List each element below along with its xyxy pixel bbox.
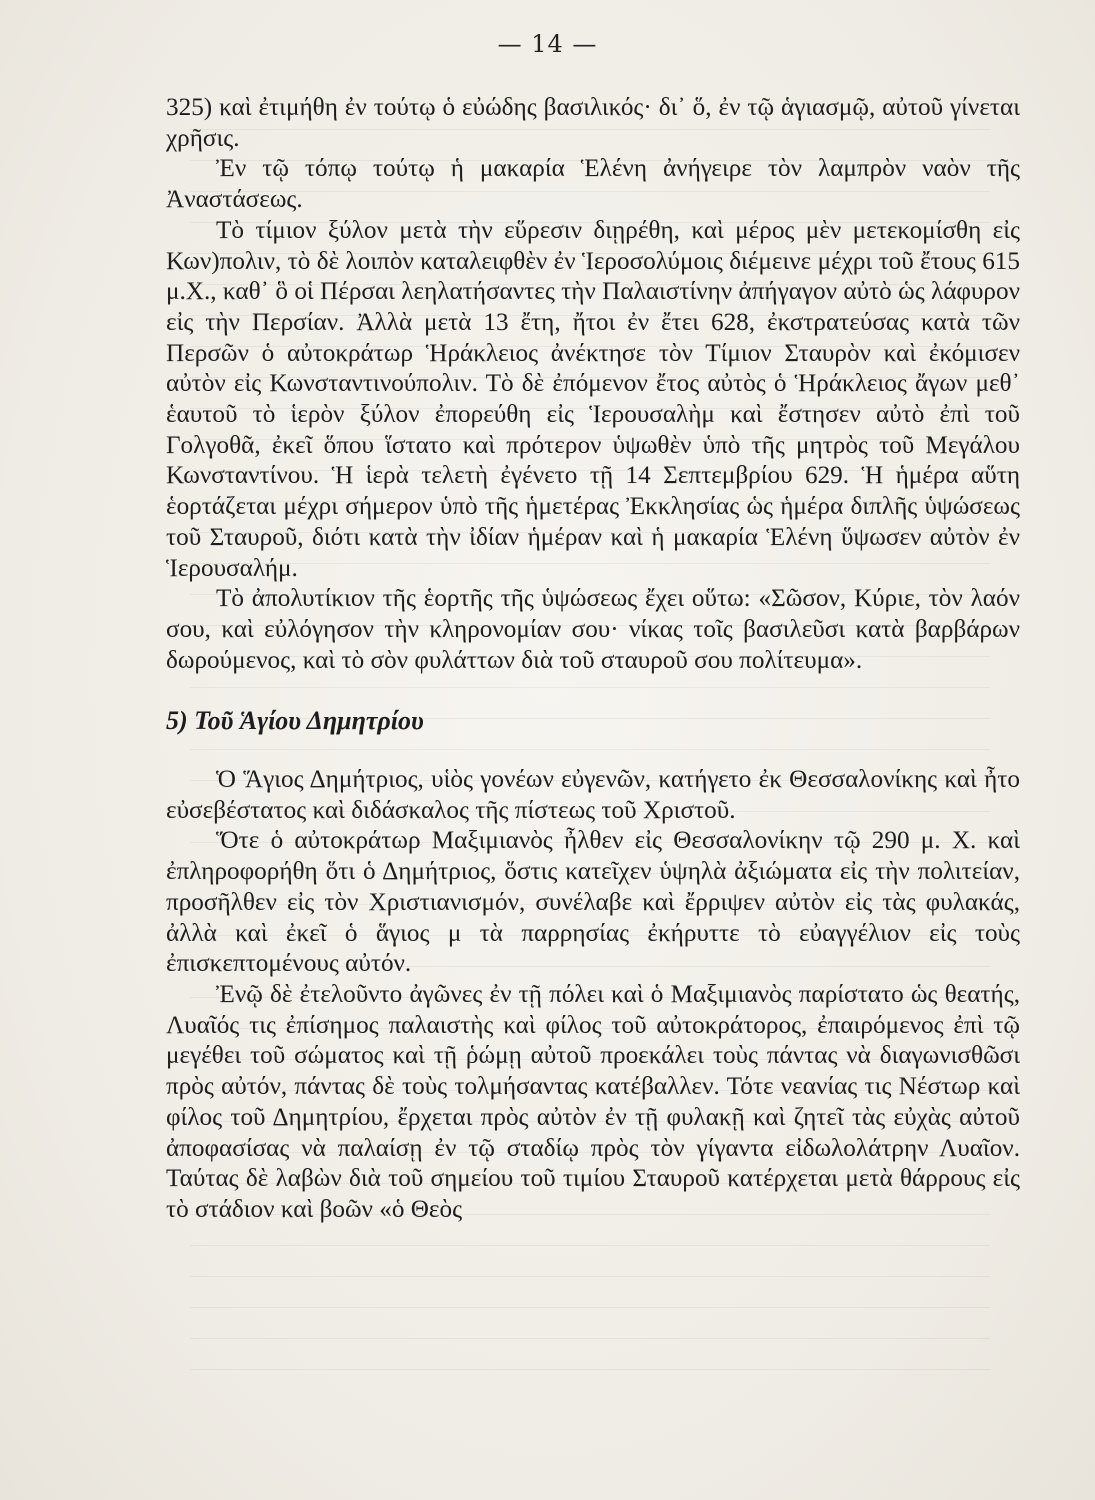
paragraph: Τὸ ἀπολυτίκιον τῆς ἑορτῆς τῆς ὑψώσεως ἔχει οὕτω: «Σῶσον, Κύριε, τὸν λαόν σου, καὶ εὐλόγησον τὴν κληρονομίαν σου· νίκας τοῖς βασιλεῦσι κατὰ βαρβάρων δωρούμενος, καὶ τὸ σὸν φυλάττων διὰ τοῦ σταυροῦ σου πολίτευμα». [166, 585, 1020, 674]
body-text [166, 93, 1020, 1226]
paragraph: Ὅτε ὁ αὐτοκράτωρ Μαξιμιανὸς ἦλθεν εἰς Θεσσαλονίκην τῷ 290 μ. Χ. καὶ ἐπληροφορήθη ὅτι ὁ Δημήτριος, ὅστις κατεῖχεν ὑψηλὰ ἀξιώματα εἰς τὴν πολιτείαν, προσῆλθεν εἰς τὸν Χριστιανισμόν, συνέλαβε καὶ ἔρριψεν αὐτὸν εἰς τὰς φυλακάς, ἀλλὰ καὶ ἐκεῖ ὁ ἅγιος μ τὰ παρρησίας ἐκήρυττε τὸ εὐαγγέλιον εἰς τοὺς ἐπισκεπτομένους αὐτόν. [166, 827, 1020, 978]
paragraph: Ἐνῷ δὲ ἐτελοῦντο ἀγῶνες ἐν τῇ πόλει καὶ ὁ Μαξιμιανὸς παρίστατο ὡς θεατής, Λυαῖός τις ἐπίσημος παλαιστὴς καὶ φίλος τοῦ αὐτοκράτορος, ἐπαιρόμενος ἐπὶ τῷ μεγέθει τοῦ σώματος καὶ τῇ ῥώμῃ αὐτοῦ προεκάλει τοὺς πάντας νὰ διαγωνισθῶσι πρὸς αὐτόν, πάντας δὲ τοὺς τολμήσαντας κατέβαλλεν. Τότε νεανίας τις Νέστωρ καὶ φίλος τοῦ Δημητρίου, ἔρχεται πρὸς αὐτὸν ἐν τῇ φυλακῇ καὶ ζητεῖ τὰς εὐχὰς αὐτοῦ ἀποφασίσας νὰ παλαίσῃ ἐν τῷ σταδίῳ πρὸς τὸν γίγαντα εἰδωλολάτρην Λυαῖον. Ταύτας δὲ λαβὼν διὰ τοῦ σημείου τοῦ τιμίου Σταυροῦ κατέρχεται μετὰ θάρρους εἰς τὸ στάδιον καὶ βοῶν «ὁ Θεὸς [166, 980, 1020, 1223]
section-heading: 5) Τοῦ Ἁγίου Δημητρίου [166, 706, 424, 736]
paragraph: Ἐν τῷ τόπῳ τούτῳ ἡ μακαρία Ἑλένη ἀνήγειρε τὸν λαμπρὸν ναὸν τῆς Ἀναστάσεως. [166, 155, 1020, 214]
page-number: — 14 — [497, 30, 598, 58]
paragraph-continuation: 325) καὶ ἐτιμήθη ἐν τούτῳ ὁ εὐώδης βασιλικός· δι᾽ ὅ, ἐν τῷ ἁγιασμῷ, αὐτοῦ γίνεται χρῆσις. [166, 94, 1020, 152]
paragraph: Τὸ τίμιον ξύλον μετὰ τὴν εὕρεσιν διῃρέθη, καὶ μέρος μὲν μετεκομίσθη εἰς Κων)πολιν, τὸ δὲ λοιπὸν καταλειφθὲν ἐν Ἱεροσολύμοις διέμεινε μέχρι τοῦ ἔτους 615 μ.Χ., καθ᾽ ὃ οἱ Πέρσαι λεηλατήσαντες τὴν Παλαιστίνην ἀπήγαγον αὐτὸ ὡς λάφυρον εἰς τὴν Περσίαν. Ἀλλὰ μετὰ 13 ἔτη, ἤτοι ἐν ἔτει 628, ἐκστρατεύσας κατὰ τῶν Περσῶν ὁ αὐτοκράτωρ Ἡράκλειος ἀνέκτησε τὸν Τίμιον Σταυρὸν καὶ ἐκόμισεν αὐτὸν εἰς Κωνσταντινούπολιν. Τὸ δὲ ἐπόμενον ἔτος αὐτὸς ὁ Ἡράκλειος ἄγων μεθ᾽ ἑαυτοῦ τὸ ἱερὸν ξύλον ἐπορεύθη εἰς Ἱερουσαλὴμ καὶ ἔστησεν αὐτὸ ἐπὶ τοῦ Γολγοθᾶ, ἐκεῖ ὅπου ἵστατο καὶ πρότερον ὑψωθὲν ὑπὸ τῆς μητρὸς τοῦ Μεγάλου Κωνσταντίνου. Ἡ ἱερὰ τελετὴ ἐγένετο τῇ 14 Σεπτεμβρίου 629. Ἡ ἡμέρα αὕτη ἑορτάζεται μέχρι σήμερον ὑπὸ τῆς ἡμετέρας Ἐκκλησίας ὡς ἡμέρα διπλῆς ὑψώσεως τοῦ Σταυροῦ, διότι κατὰ τὴν ἰδίαν ἡμέραν καὶ ἡ μακαρία Ἑλένη ὕψωσεν αὐτὸν ἐν Ἱερουσαλήμ. [166, 216, 1020, 582]
paragraph: Ὁ Ἅγιος Δημήτριος, υἱὸς γονέων εὐγενῶν, κατήγετο ἐκ Θεσσαλονίκης καὶ ἦτο εὐσεβέστατος καὶ διδάσκαλος τῆς πίστεως τοῦ Χριστοῦ. [166, 766, 1020, 824]
